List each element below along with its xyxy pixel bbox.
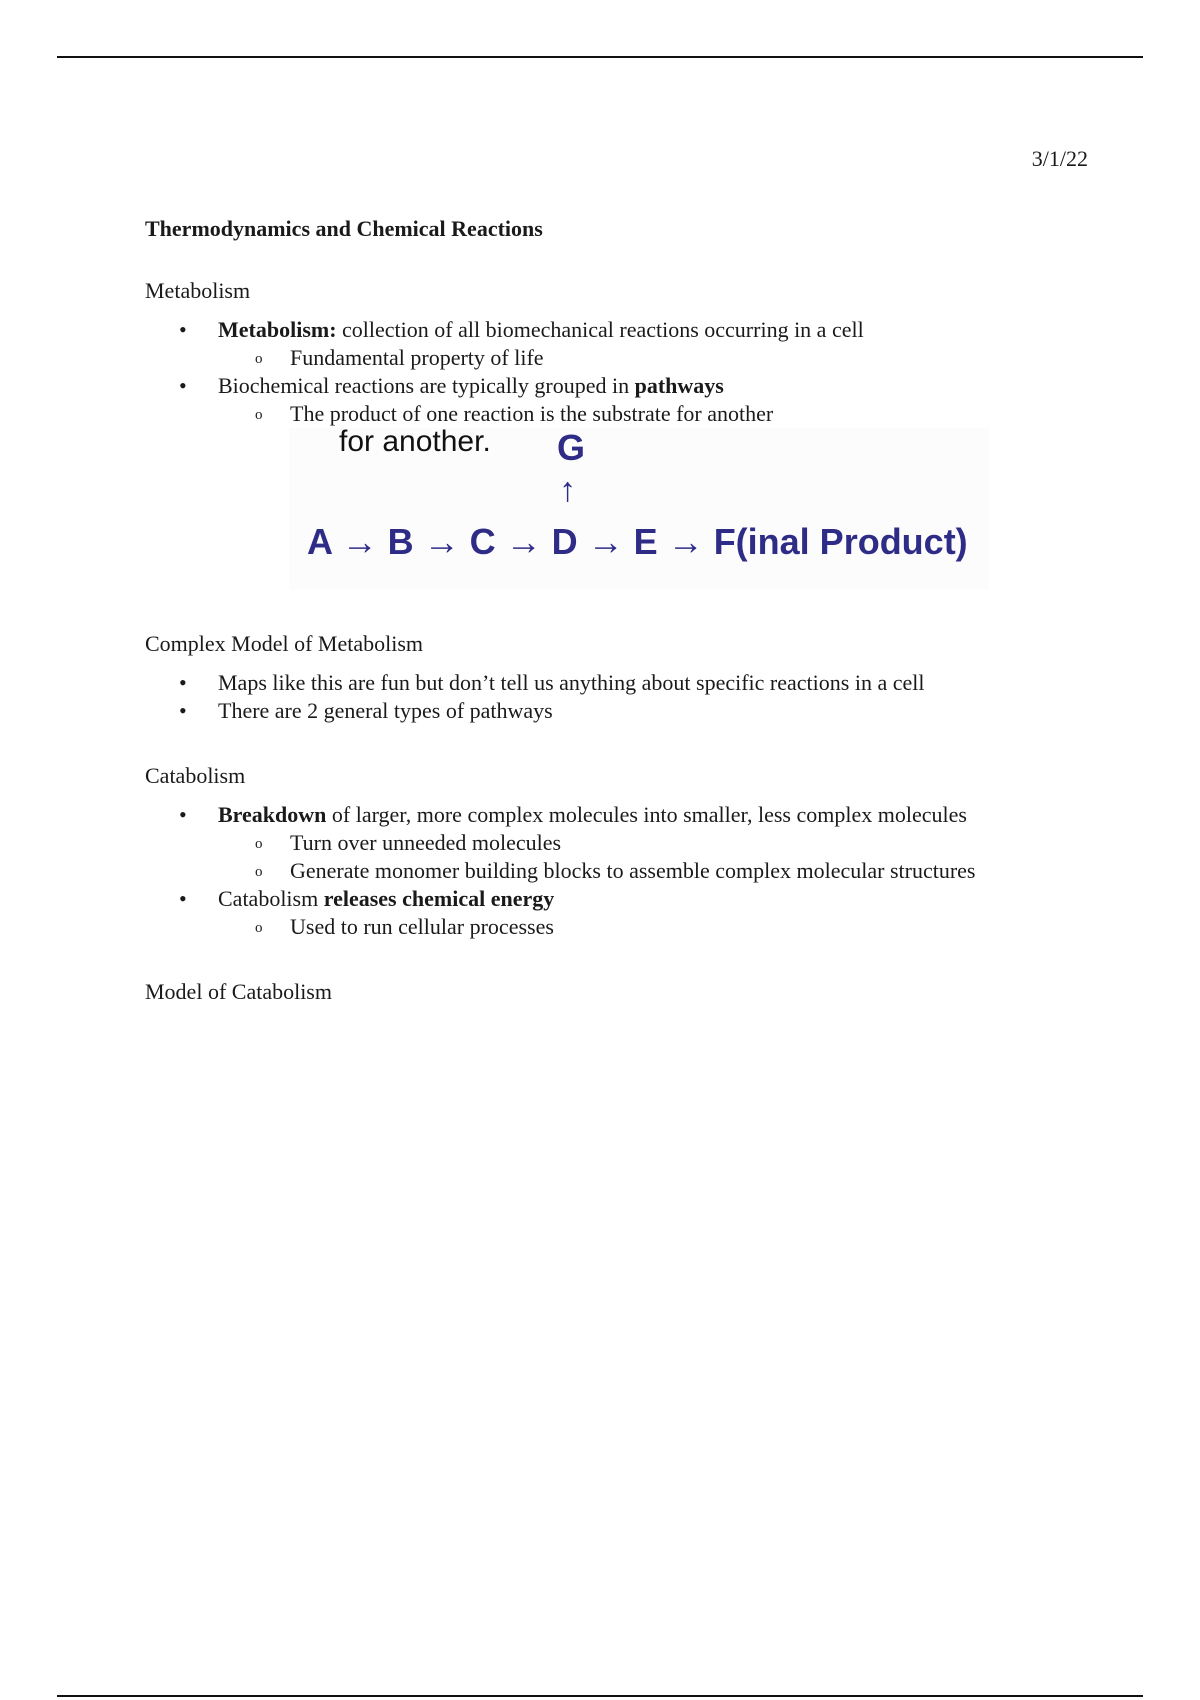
section-heading-complex-model: Complex Model of Metabolism bbox=[145, 631, 424, 656]
diagram-pathway-chain: A → B → C → D → E → F(inal Product) bbox=[307, 521, 968, 562]
circle-bullet-icon: o bbox=[255, 920, 263, 936]
bottom-rule bbox=[57, 1695, 1143, 1697]
spacer bbox=[145, 725, 1105, 762]
list-item bbox=[145, 801, 1105, 885]
list-item: • There are 2 general types of pathways bbox=[145, 697, 1105, 725]
catabolism-list bbox=[145, 801, 1105, 941]
top-rule bbox=[57, 56, 1143, 58]
term-bold: pathways bbox=[634, 373, 724, 398]
list-item bbox=[145, 316, 1105, 372]
term-bold: Metabolism: bbox=[218, 317, 337, 342]
sub-list-item bbox=[145, 857, 1105, 885]
sub-list-item bbox=[145, 344, 1105, 372]
sub-list-item-text: Generate monomer building blocks to assemble complex molecular structures bbox=[290, 858, 976, 883]
sub-list-item-text: Fundamental property of life bbox=[290, 345, 544, 370]
sub-list bbox=[218, 829, 1105, 885]
sub-list bbox=[218, 400, 1105, 428]
section-heading-catabolism: Catabolism bbox=[145, 763, 246, 788]
list-item-text: Catabolism bbox=[218, 886, 324, 911]
diagram-branch-node: G bbox=[557, 427, 586, 468]
list-item-text: collection of all biomechanical reactions occurring in a cell bbox=[336, 317, 864, 342]
sub-list-item bbox=[145, 400, 1105, 428]
list-item: • Maps like this are fun but don’t tell us anything about specific reactions in a cell bbox=[145, 669, 1105, 697]
circle-bullet-icon: o bbox=[255, 407, 263, 423]
complex-model-list bbox=[145, 669, 1105, 725]
term-bold: Breakdown bbox=[218, 802, 327, 827]
term-bold: releases chemical energy bbox=[323, 886, 555, 911]
section-heading-metabolism: Metabolism bbox=[145, 278, 251, 303]
spacer bbox=[145, 941, 1105, 978]
sub-list-item-text: The product of one reaction is the substrate for another bbox=[290, 401, 774, 426]
metabolism-list bbox=[145, 316, 1105, 428]
sub-list-item bbox=[145, 913, 1105, 941]
circle-bullet-icon: o bbox=[255, 836, 263, 852]
circle-bullet-icon: o bbox=[255, 864, 263, 880]
list-item-text: of larger, more complex molecules into smaller, less complex molecules bbox=[326, 802, 967, 827]
document-title: Thermodynamics and Chemical Reactions bbox=[145, 216, 543, 241]
diagram-caption: for another. bbox=[339, 425, 491, 458]
sub-list-item bbox=[145, 829, 1105, 857]
up-arrow-icon: ↑ bbox=[559, 471, 576, 509]
list-item-text: Biochemical reactions are typically grouped in bbox=[218, 373, 635, 398]
sub-list bbox=[218, 913, 1105, 941]
pathway-diagram bbox=[289, 425, 989, 590]
section-heading-model-of-catabolism: Model of Catabolism bbox=[145, 979, 332, 1004]
list-item bbox=[145, 885, 1105, 941]
sub-list-item-text: Turn over unneeded molecules bbox=[290, 830, 562, 855]
list-item bbox=[145, 372, 1105, 428]
document-date: 3/1/22 bbox=[1031, 146, 1088, 171]
sub-list-item-text: Used to run cellular processes bbox=[290, 914, 554, 939]
document-body bbox=[145, 215, 1105, 1017]
circle-bullet-icon: o bbox=[255, 351, 263, 367]
sub-list bbox=[218, 344, 1105, 372]
